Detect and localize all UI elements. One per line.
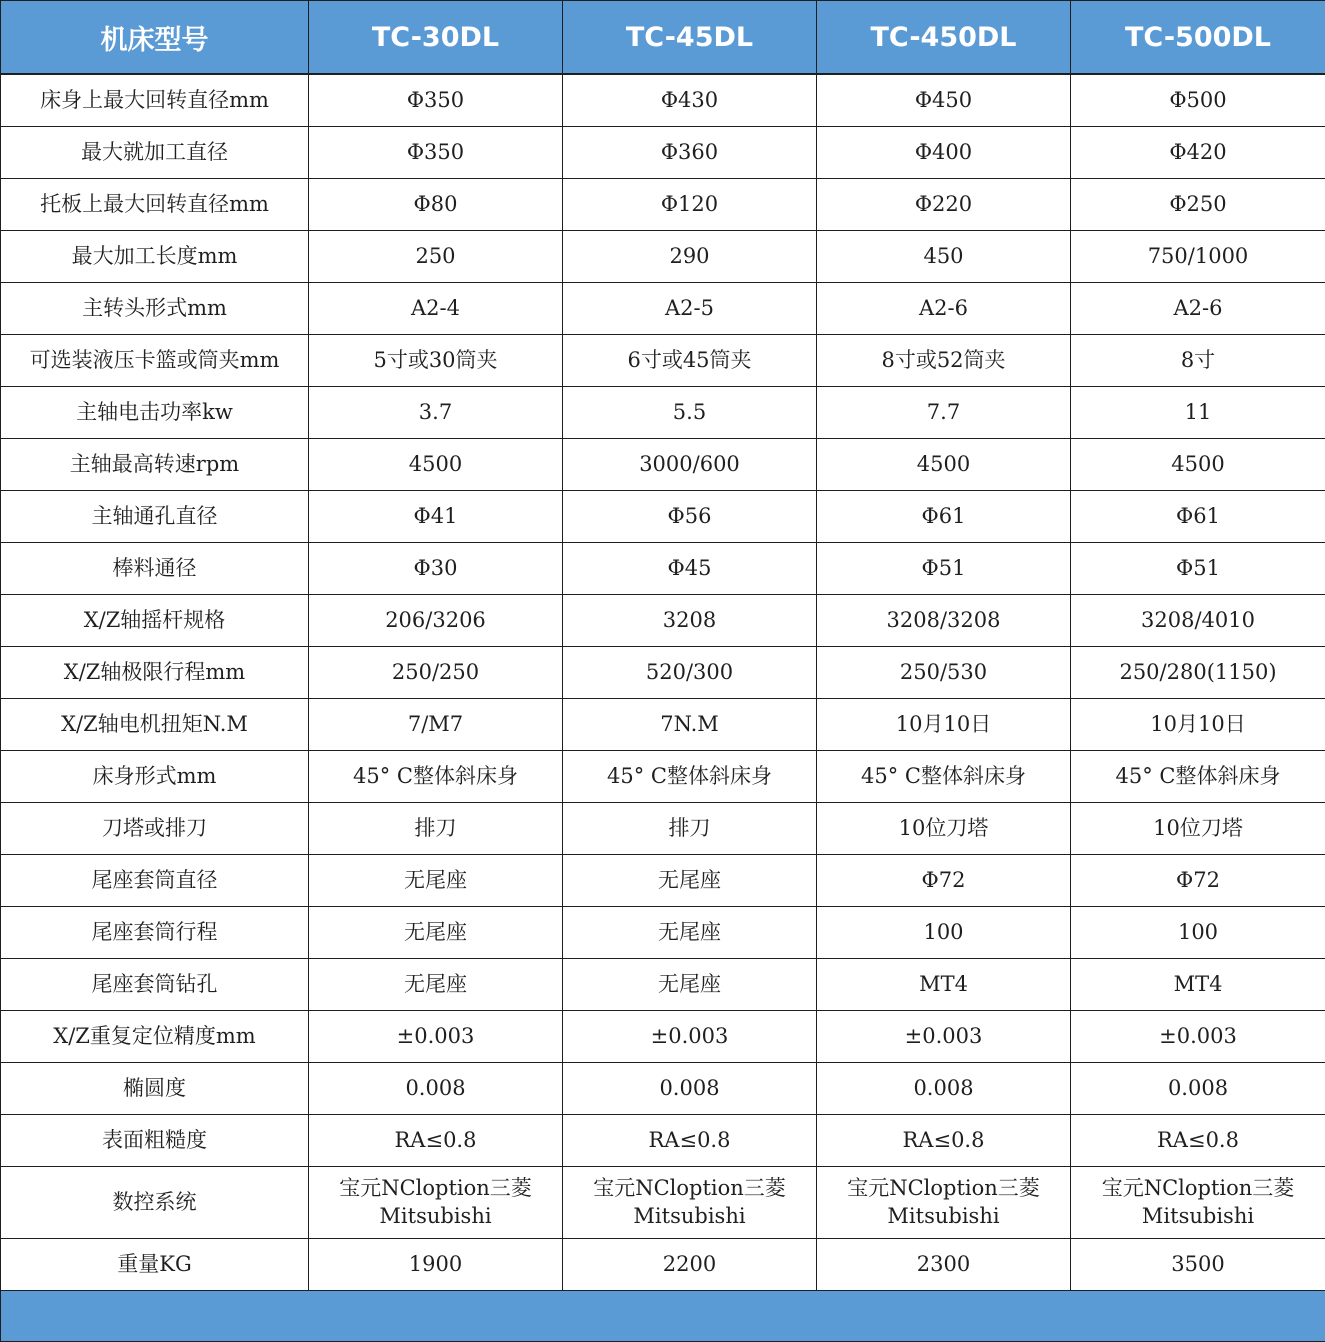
row-label-cell: 床身形式mm xyxy=(1,751,309,803)
value-cell: 4500 xyxy=(817,439,1071,491)
value-cell: RA≤0.8 xyxy=(817,1115,1071,1167)
value-cell: 2200 xyxy=(563,1239,817,1291)
value-cell: 100 xyxy=(817,907,1071,959)
value-cell: Φ400 xyxy=(817,127,1071,179)
value-cell: 无尾座 xyxy=(309,907,563,959)
value-cell: 3.7 xyxy=(309,387,563,439)
header-row xyxy=(1,1,1325,75)
value-cell: 11 xyxy=(1071,387,1325,439)
value-cell: Φ61 xyxy=(817,491,1071,543)
value-cell: A2-6 xyxy=(1071,283,1325,335)
row-label-cell: 托板上最大回转直径mm xyxy=(1,179,309,231)
value-cell: RA≤0.8 xyxy=(563,1115,817,1167)
value-cell: 250/250 xyxy=(309,647,563,699)
value-cell: 7.7 xyxy=(817,387,1071,439)
value-cell: ±0.003 xyxy=(817,1011,1071,1063)
value-cell: Φ500 xyxy=(1071,74,1325,127)
value-cell: 206/3206 xyxy=(309,595,563,647)
value-cell: ±0.003 xyxy=(563,1011,817,1063)
value-cell: 45° C整体斜床身 xyxy=(309,751,563,803)
value-cell: Φ350 xyxy=(309,74,563,127)
value-cell: 4500 xyxy=(1071,439,1325,491)
value-cell: 无尾座 xyxy=(563,855,817,907)
value-cell: Φ350 xyxy=(309,127,563,179)
value-cell: MT4 xyxy=(817,959,1071,1011)
header-cell-tc-45dl: TC-45DL xyxy=(563,1,817,75)
row-label-cell: 尾座套筒直径 xyxy=(1,855,309,907)
value-cell: 2300 xyxy=(817,1239,1071,1291)
row-label-cell: 棒料通径 xyxy=(1,543,309,595)
value-cell: 宝元NCloption三菱 Mitsubishi xyxy=(563,1167,817,1239)
table-row xyxy=(1,1167,1325,1239)
table-row xyxy=(1,127,1325,179)
value-cell: 0.008 xyxy=(1071,1063,1325,1115)
table-row xyxy=(1,595,1325,647)
row-label-cell: 主轴通孔直径 xyxy=(1,491,309,543)
value-cell: 1900 xyxy=(309,1239,563,1291)
row-label-cell: 尾座套筒钻孔 xyxy=(1,959,309,1011)
value-cell: 45° C整体斜床身 xyxy=(817,751,1071,803)
table-row xyxy=(1,1011,1325,1063)
footer-bar-cell xyxy=(1,1291,1325,1342)
value-cell: Φ41 xyxy=(309,491,563,543)
row-label-cell: 可选装液压卡篮或筒夹mm xyxy=(1,335,309,387)
row-label-cell: 主轴电击功率kw xyxy=(1,387,309,439)
value-cell: A2-5 xyxy=(563,283,817,335)
value-cell: ±0.003 xyxy=(1071,1011,1325,1063)
row-label-cell: X/Z重复定位精度mm xyxy=(1,1011,309,1063)
value-cell: Φ61 xyxy=(1071,491,1325,543)
value-cell: 4500 xyxy=(309,439,563,491)
value-cell: MT4 xyxy=(1071,959,1325,1011)
value-cell: 10月10日 xyxy=(1071,699,1325,751)
header-cell-tc-500dl: TC-500DL xyxy=(1071,1,1325,75)
value-cell: 250 xyxy=(309,231,563,283)
row-label-cell: 表面粗糙度 xyxy=(1,1115,309,1167)
row-label-cell: 最大就加工直径 xyxy=(1,127,309,179)
table-row xyxy=(1,1115,1325,1167)
value-cell: 450 xyxy=(817,231,1071,283)
value-cell: 3208 xyxy=(563,595,817,647)
row-label-cell: 最大加工长度mm xyxy=(1,231,309,283)
table-row xyxy=(1,855,1325,907)
value-cell: 宝元NCloption三菱 Mitsubishi xyxy=(309,1167,563,1239)
value-cell: 250/280(1150) xyxy=(1071,647,1325,699)
value-cell: 排刀 xyxy=(309,803,563,855)
value-cell: Φ51 xyxy=(817,543,1071,595)
table-row xyxy=(1,231,1325,283)
value-cell: Φ80 xyxy=(309,179,563,231)
row-label-cell: 椭圆度 xyxy=(1,1063,309,1115)
table-row xyxy=(1,439,1325,491)
row-label-cell: 主转头形式mm xyxy=(1,283,309,335)
value-cell: 250/530 xyxy=(817,647,1071,699)
row-label-cell: 重量KG xyxy=(1,1239,309,1291)
header-cell-model-label: 机床型号 xyxy=(1,1,309,75)
value-cell: 8寸或52筒夹 xyxy=(817,335,1071,387)
row-label-cell: X/Z轴摇杆规格 xyxy=(1,595,309,647)
row-label-cell: 床身上最大回转直径mm xyxy=(1,74,309,127)
value-cell: 7N.M xyxy=(563,699,817,751)
value-cell: 10位刀塔 xyxy=(817,803,1071,855)
value-cell: Φ72 xyxy=(817,855,1071,907)
value-cell: 10月10日 xyxy=(817,699,1071,751)
value-cell: 290 xyxy=(563,231,817,283)
footer-bar xyxy=(1,1291,1325,1342)
value-cell: Φ45 xyxy=(563,543,817,595)
row-label-cell: 数控系统 xyxy=(1,1167,309,1239)
row-label-cell: X/Z轴电机扭矩N.M xyxy=(1,699,309,751)
value-cell: Φ430 xyxy=(563,74,817,127)
value-cell: 5.5 xyxy=(563,387,817,439)
value-cell: Φ51 xyxy=(1071,543,1325,595)
table-row xyxy=(1,803,1325,855)
value-cell: 750/1000 xyxy=(1071,231,1325,283)
table-row xyxy=(1,543,1325,595)
value-cell: 10位刀塔 xyxy=(1071,803,1325,855)
table-row xyxy=(1,907,1325,959)
value-cell: 520/300 xyxy=(563,647,817,699)
row-label-cell: X/Z轴极限行程mm xyxy=(1,647,309,699)
value-cell: 3208/3208 xyxy=(817,595,1071,647)
value-cell: 45° C整体斜床身 xyxy=(1071,751,1325,803)
table-row xyxy=(1,74,1325,127)
value-cell: 无尾座 xyxy=(309,855,563,907)
row-label-cell: 刀塔或排刀 xyxy=(1,803,309,855)
value-cell: 0.008 xyxy=(309,1063,563,1115)
value-cell: Φ220 xyxy=(817,179,1071,231)
value-cell: ±0.003 xyxy=(309,1011,563,1063)
value-cell: Φ56 xyxy=(563,491,817,543)
value-cell: 无尾座 xyxy=(309,959,563,1011)
table-row xyxy=(1,959,1325,1011)
value-cell: 无尾座 xyxy=(563,907,817,959)
value-cell: RA≤0.8 xyxy=(309,1115,563,1167)
value-cell: 100 xyxy=(1071,907,1325,959)
table-row xyxy=(1,491,1325,543)
value-cell: Φ120 xyxy=(563,179,817,231)
row-label-cell: 主轴最高转速rpm xyxy=(1,439,309,491)
value-cell: Φ30 xyxy=(309,543,563,595)
value-cell: 3500 xyxy=(1071,1239,1325,1291)
header-cell-tc-30dl: TC-30DL xyxy=(309,1,563,75)
table-row xyxy=(1,387,1325,439)
value-cell: 0.008 xyxy=(817,1063,1071,1115)
value-cell: 无尾座 xyxy=(563,959,817,1011)
table-row xyxy=(1,699,1325,751)
value-cell: Φ360 xyxy=(563,127,817,179)
table-row xyxy=(1,335,1325,387)
value-cell: 6寸或45筒夹 xyxy=(563,335,817,387)
value-cell: 8寸 xyxy=(1071,335,1325,387)
value-cell: A2-4 xyxy=(309,283,563,335)
value-cell: 排刀 xyxy=(563,803,817,855)
value-cell: 3000/600 xyxy=(563,439,817,491)
value-cell: 3208/4010 xyxy=(1071,595,1325,647)
value-cell: A2-6 xyxy=(817,283,1071,335)
table-row xyxy=(1,179,1325,231)
table-row xyxy=(1,647,1325,699)
value-cell: Φ72 xyxy=(1071,855,1325,907)
value-cell: RA≤0.8 xyxy=(1071,1115,1325,1167)
value-cell: 0.008 xyxy=(563,1063,817,1115)
value-cell: 45° C整体斜床身 xyxy=(563,751,817,803)
row-label-cell: 尾座套筒行程 xyxy=(1,907,309,959)
table-row xyxy=(1,283,1325,335)
value-cell: 7/M7 xyxy=(309,699,563,751)
value-cell: 5寸或30筒夹 xyxy=(309,335,563,387)
value-cell: 宝元NCloption三菱 Mitsubishi xyxy=(1071,1167,1325,1239)
table-row xyxy=(1,751,1325,803)
table-row xyxy=(1,1239,1325,1291)
value-cell: 宝元NCloption三菱 Mitsubishi xyxy=(817,1167,1071,1239)
value-cell: Φ450 xyxy=(817,74,1071,127)
value-cell: Φ420 xyxy=(1071,127,1325,179)
spec-table-body xyxy=(1,74,1325,1291)
header-cell-tc-450dl: TC-450DL xyxy=(817,1,1071,75)
value-cell: Φ250 xyxy=(1071,179,1325,231)
table-row xyxy=(1,1063,1325,1115)
